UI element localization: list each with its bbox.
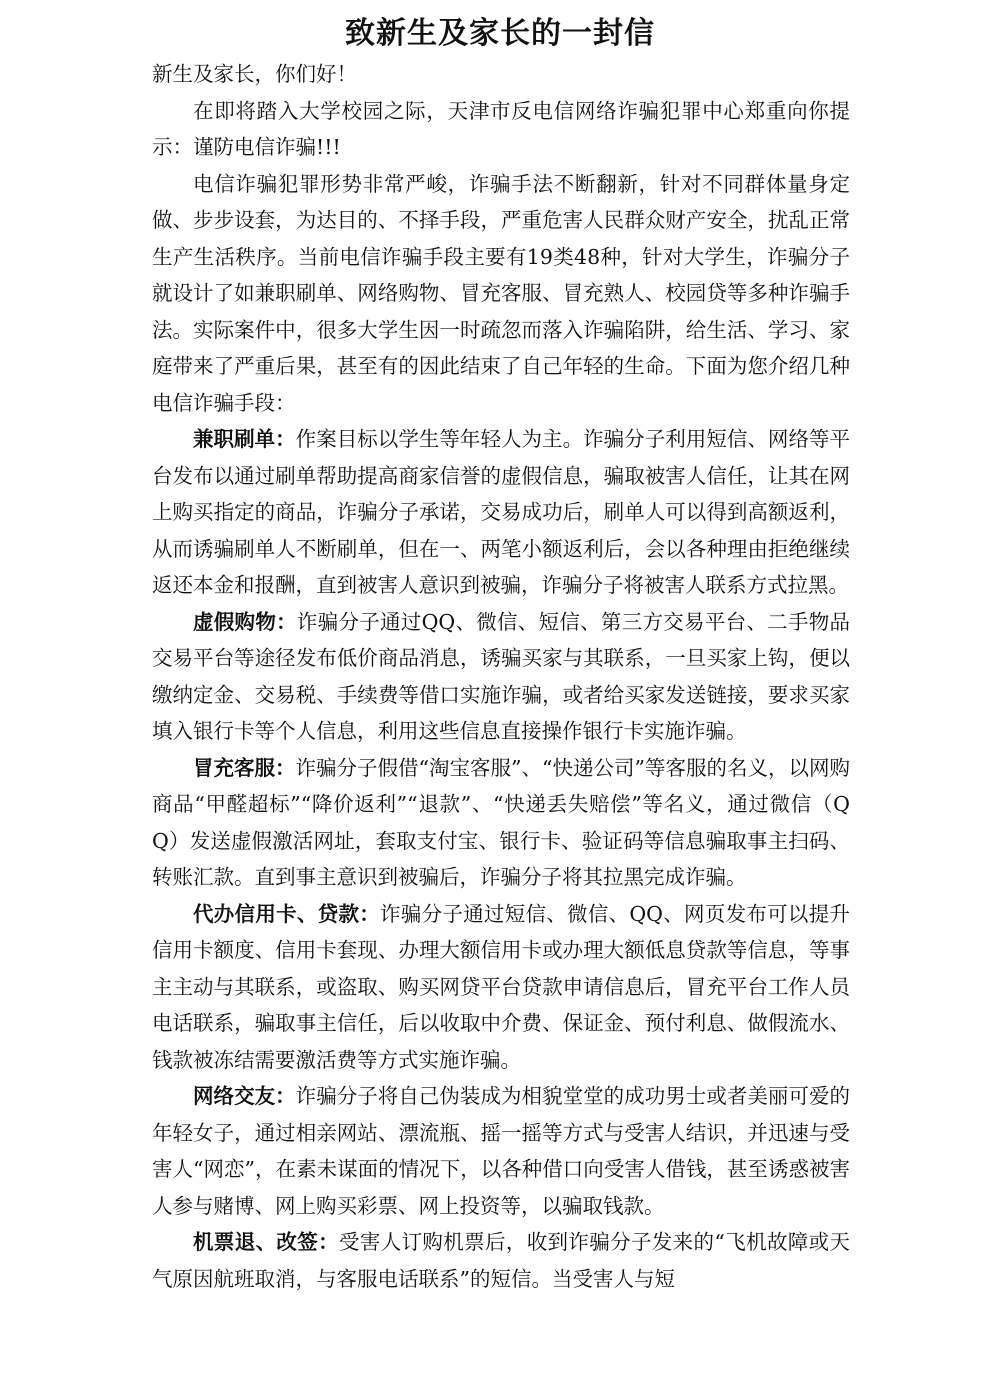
section-heading: 兼职刷单： [193, 427, 296, 451]
section-part-time-order-brushing [152, 421, 850, 604]
section-text: 诈骗分子通过短信、微信、QQ、网页发布可以提升信用卡额度、信用卡套现、办理大额信用卡或办理大额低息贷款等信息，等事主主动与其联系，或盗取、购买网贷平台贷款申请信息后，冒充平台工作人员电话联系，骗取事主信任，后以收取中介费、保证金、预付利息、做假流水、钱款被冻结需要激活费等方式实施诈骗。 [152, 901, 850, 1072]
section-heading: 冒充客服： [193, 755, 296, 780]
section-text: 诈骗分子假借“淘宝客服”、“快递公司”等客服的名义，以网购商品“甲醛超标”“降价返利”“退款”、“快递丢失赔偿”等名义，通过微信（QQ）发送虚假激活网址，套取支付宝、银行卡、验证码等信息骗取事主扫码、转账汇款。直到事主意识到被骗后，诈骗分子将其拉黑完成诈骗。 [152, 755, 851, 889]
section-heading: 代办信用卡、贷款： [193, 901, 381, 926]
letter-body [152, 56, 850, 1297]
section-credit-card-loan [152, 896, 850, 1079]
section-text: 诈骗分子将自己伪装成为相貌堂堂的成功男士或者美丽可爱的年轻女子，通过相亲网站、漂流瓶、摇一摇等方式与受害人结识，并迅速与受害人“网恋”，在素未谋面的情况下，以各种借口向受害人借钱，甚至诱惑被害人参与赌博、网上购买彩票、网上投资等，以骗取钱款。 [152, 1084, 851, 1218]
section-text: 受害人订购机票后，收到诈骗分子发来的“飞机故障或天气原因航班取消，与客服电话联系”的短信。当受害人与短 [152, 1230, 851, 1291]
section-online-dating [152, 1078, 850, 1224]
overview-paragraph: 电信诈骗犯罪形势非常严峻，诈骗手法不断翻新，针对不同群体量身定做、步步设套，为达目的、不择手段，严重危害人民群众财产安全，扰乱正常生产生活秩序。当前电信诈骗手段主要有19类48种，针对大学生，诈骗分子就设计了如兼职刷单、网络购物、冒充客服、冒充熟人、校园贷等多种诈骗手法。实际案件中，很多大学生因一时疏忽而落入诈骗陷阱，给生活、学习、家庭带来了严重后果，甚至有的因此结束了自己年轻的生命。下面为您介绍几种电信诈骗手段： [152, 171, 850, 415]
intro-paragraph: 在即将踏入大学校园之际，天津市反电信网络诈骗犯罪中心郑重向你提示：谨防电信诈骗!!! [152, 98, 850, 159]
section-text: 诈骗分子通过QQ、微信、短信、第三方交易平台、二手物品交易平台等途径发布低价商品消息，诱骗买家与其联系，一旦买家上钩，便以缴纳定金、交易税、手续费等借口实施诈骗，或者给买家发送链接，要求买家填入银行卡等个人信息，利用这些信息直接操作银行卡实施诈骗。 [152, 609, 850, 743]
section-heading: 网络交友： [193, 1084, 296, 1108]
section-text: 作案目标以学生等年轻人为主。诈骗分子利用短信、网络等平台发布以通过刷单帮助提高商家信誉的虚假信息，骗取被害人信任，让其在网上购买指定的商品，诈骗分子承诺，交易成功后，刷单人可以得到高额返利，从而诱骗刷单人不断刷单，但在一、两笔小额返利后，会以各种理由拒绝继续返还本金和报酬，直到被害人意识到被骗，诈骗分子将被害人联系方式拉黑。 [152, 427, 851, 597]
section-fake-shopping [152, 604, 850, 750]
section-ticket-refund [152, 1224, 850, 1297]
page-title: 致新生及家长的一封信 [345, 16, 655, 51]
section-heading: 虚假购物： [193, 609, 297, 634]
section-fake-customer-service [152, 750, 850, 896]
section-heading: 机票退、改签： [193, 1230, 339, 1254]
greeting: 新生及家长，你们好！ [152, 62, 357, 86]
